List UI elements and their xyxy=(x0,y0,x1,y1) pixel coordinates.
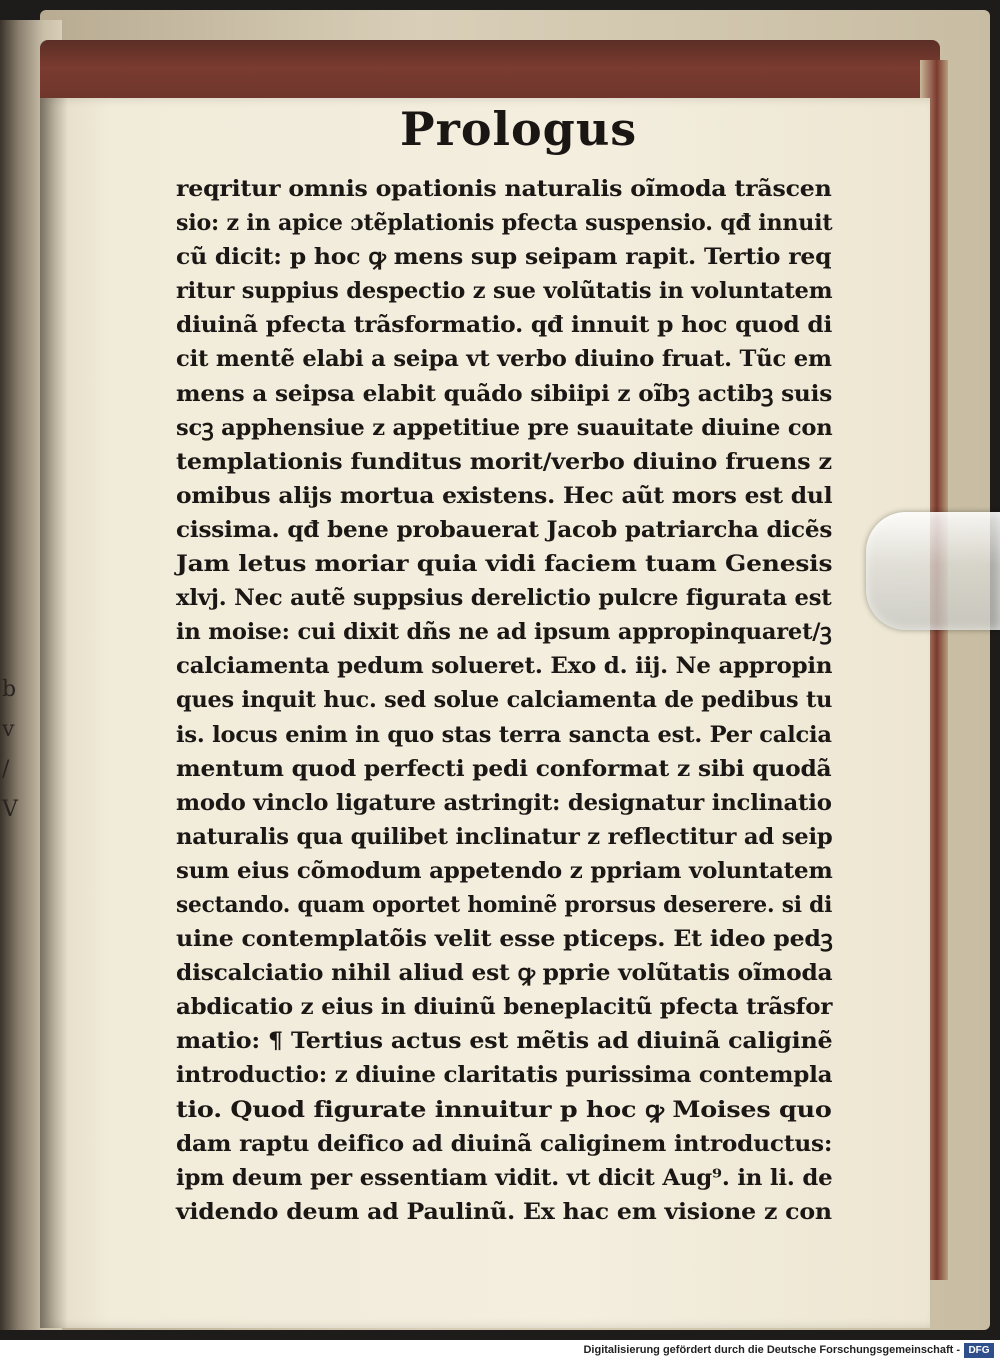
funding-credit: Digitalisierung gefördert durch die Deutsche Forschungsgemeinschaft - xyxy=(583,1344,960,1356)
page-text-block xyxy=(176,172,836,1229)
text-line: mentum quod perfecti pedi conformat z sibi quodã xyxy=(176,755,832,782)
text-line: videndo deum ad Paulinũ. Ex hac em visione z con xyxy=(176,1198,832,1225)
text-line: dam raptu deifico ad diuinã caliginem introductus: xyxy=(176,1130,833,1157)
text-line: mens a seipsa elabit quãdo sibiipi z oĩbꝫ actibꝫ suis xyxy=(176,380,833,407)
left-page-glyphs: b v / V xyxy=(2,677,18,822)
text-line: cit mentẽ elabi a seipa vt verbo diuino fruat. Tũc em xyxy=(176,346,832,373)
text-line: modo vinclo ligature astringit: designatur inclinatio xyxy=(176,789,832,816)
footer-bar xyxy=(0,1340,1000,1362)
text-line: omibus alijs mortua existens. Hec aũt mors est dul xyxy=(176,482,833,509)
text-line: diuinã pfecta trãsformatio. qđ innuit p hoc quod di xyxy=(176,312,833,339)
text-line: reqritur omnis opationis naturalis oĩmoda trãscen xyxy=(176,176,832,202)
text-line: cũ dicit: p hoc ꝙ mens sup seipam rapit. Tertio req xyxy=(176,244,832,271)
text-line: in moise: cui dixit dñs ne ad ipsum appropinquaret/ꝫ xyxy=(176,619,832,646)
text-line: sio: z in apice ɔtẽplationis pfecta suspensio. qđ innuit xyxy=(176,210,833,237)
text-line: discalciatio nihil aliud est ꝙ pprie volũtatis oĩmoda xyxy=(176,960,833,987)
text-line: naturalis qua quilibet inclinatur z reflectitur ad seip xyxy=(176,823,833,850)
text-line: cissima. qđ bene probauerat Jacob patriarcha dicẽs xyxy=(176,516,833,543)
dfg-logo: DFG xyxy=(964,1343,994,1358)
text-line: uine contemplatõis velit esse pticeps. Et ideo pedꝫ xyxy=(176,926,833,953)
text-line: is. locus enim in quo stas terra sancta est. Per calcia xyxy=(176,721,832,748)
text-line: matio: ¶ Tertius actus est mẽtis ad diuinã caliginẽ xyxy=(176,1028,833,1055)
text-line: sum eius cõmodum appetendo z ppriam voluntatem xyxy=(176,857,833,884)
text-line: tio. Quod figurate innuitur p hoc ꝙ Moises quo xyxy=(176,1096,832,1123)
text-line: introductio: z diuine claritatis purissima contempla xyxy=(176,1062,833,1089)
page-gutter-shadow xyxy=(40,98,68,1328)
page-heading: Prologus xyxy=(400,102,638,156)
text-line: sectando. quam oportet hominẽ prorsus deserere. si di xyxy=(176,891,833,918)
text-line: xlvj. Nec autẽ suppsius derelictio pulcre figurata est xyxy=(176,585,832,612)
text-line: ritur suppius despectio z sue volũtatis in voluntatem xyxy=(176,278,833,305)
text-line: templationis funditus morit/verbo diuino fruens z xyxy=(176,448,832,475)
text-line: abdicatio z eius in diuinũ beneplacitũ pfecta trãsfor xyxy=(176,994,833,1021)
text-line: ipm deum per essentiam vidit. vt dicit Aug⁹. in li. de xyxy=(176,1164,833,1191)
text-line: scꝫ apphensiue z appetitiue pre suauitate diuine con xyxy=(176,414,833,441)
text-line: ques inquit huc. sed solue calciamenta de pedibus tu xyxy=(176,687,833,714)
glass-page-weight xyxy=(866,512,1000,630)
text-line: calciamenta pedum solueret. Exo d. iij. Ne appropin xyxy=(176,653,833,680)
text-line: Jam letus moriar quia vidi faciem tuam Genesis xyxy=(176,551,833,578)
